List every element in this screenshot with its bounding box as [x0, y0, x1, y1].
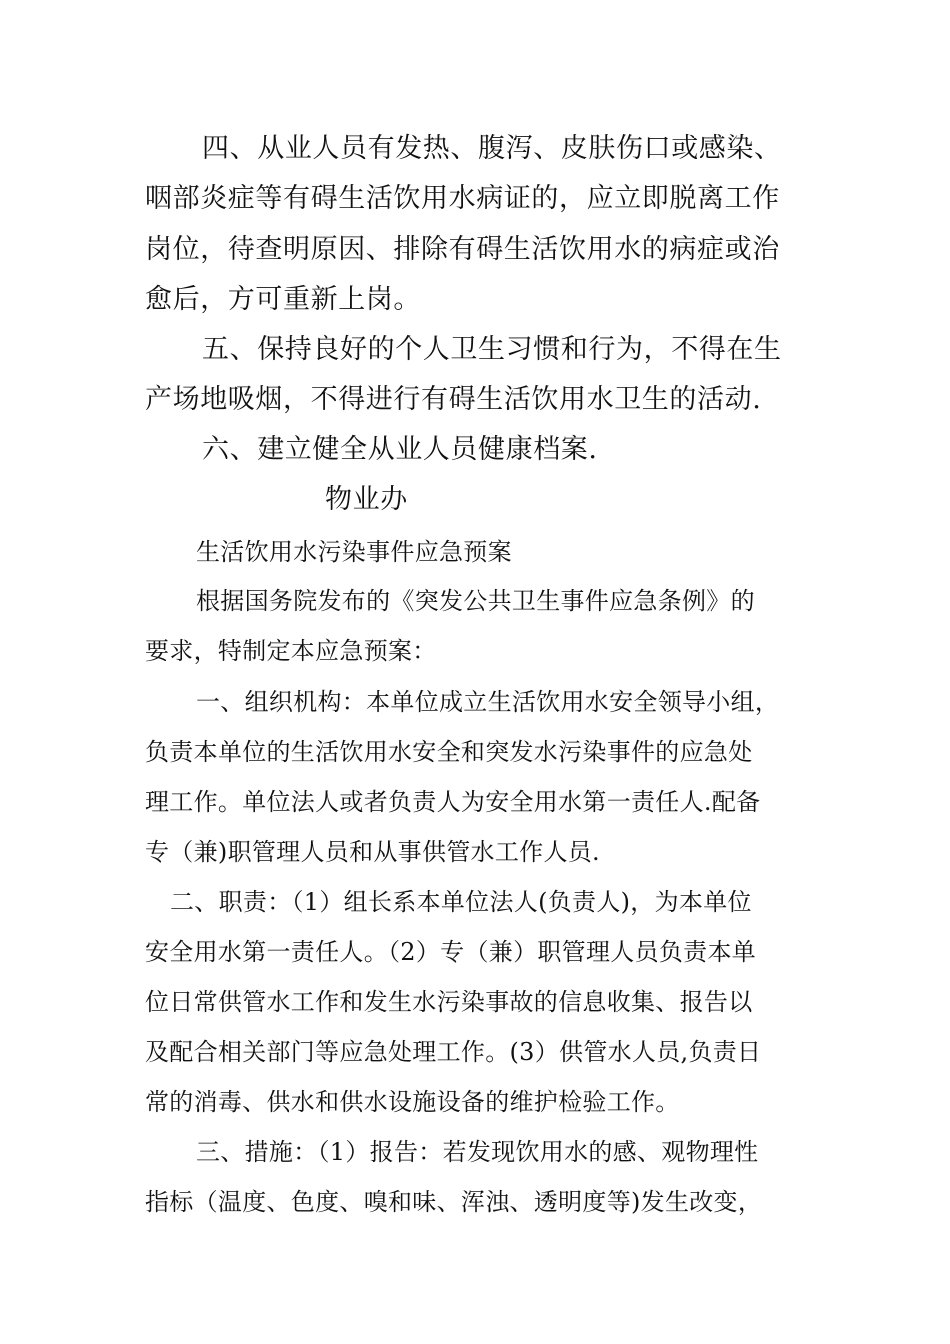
para-4-line-3: 岗位，待查明原因、排除有碍生活饮用水的病症或治: [145, 234, 780, 265]
para-4-line-4: 愈后，方可重新上岗。: [145, 284, 421, 315]
duty-line-2: 安全用水第一责任人。（2）专（兼）职管理人员负责本单: [145, 938, 757, 966]
signature-office: 物业办: [325, 484, 408, 515]
org-line-4: 专（兼)职管理人员和从事供管水工作人员.: [145, 838, 600, 866]
intro-line-1: 根据国务院发布的《突发公共卫生事件应急条例》的: [196, 587, 755, 615]
duty-line-3: 位日常供管水工作和发生水污染事故的信息收集、报告以: [145, 988, 753, 1016]
org-line-2: 负责本单位的生活饮用水安全和突发水污染事件的应急处: [145, 738, 753, 766]
section-title: 生活饮用水污染事件应急预案: [196, 538, 512, 566]
duty-line-4: 及配合相关部门等应急处理工作。(3）供管水人员,负责日: [145, 1038, 762, 1066]
para-6-line-1: 六、建立健全从业人员健康档案.: [202, 434, 598, 465]
org-line-1: 一、组织机构：本单位成立生活饮用水安全领导小组，: [196, 688, 780, 716]
para-4-line-2: 咽部炎症等有碍生活饮用水病证的，应立即脱离工作: [145, 183, 780, 214]
para-5-line-1: 五、保持良好的个人卫生习惯和行为，不得在生: [202, 334, 782, 365]
duty-line-5: 常的消毒、供水和供水设施设备的维护检验工作。: [145, 1088, 680, 1116]
intro-line-2: 要求，特制定本应急预案：: [145, 637, 437, 665]
para-5-line-2: 产场地吸烟，不得进行有碍生活饮用水卫生的活动.: [145, 384, 762, 415]
measure-line-1: 三、措施：（1）报告：若发现饮用水的感、观物理性: [196, 1138, 759, 1166]
duty-line-1: 二、职责：（1）组长系本单位法人(负责人)，为本单位: [170, 888, 752, 916]
org-line-3: 理工作。单位法人或者负责人为安全用水第一责任人.配备: [145, 788, 761, 816]
para-4-line-1: 四、从业人员有发热、腹泻、皮肤伤口或感染、: [202, 133, 782, 164]
measure-line-2: 指标（温度、色度、嗅和味、浑浊、透明度等)发生改变，: [145, 1188, 763, 1216]
